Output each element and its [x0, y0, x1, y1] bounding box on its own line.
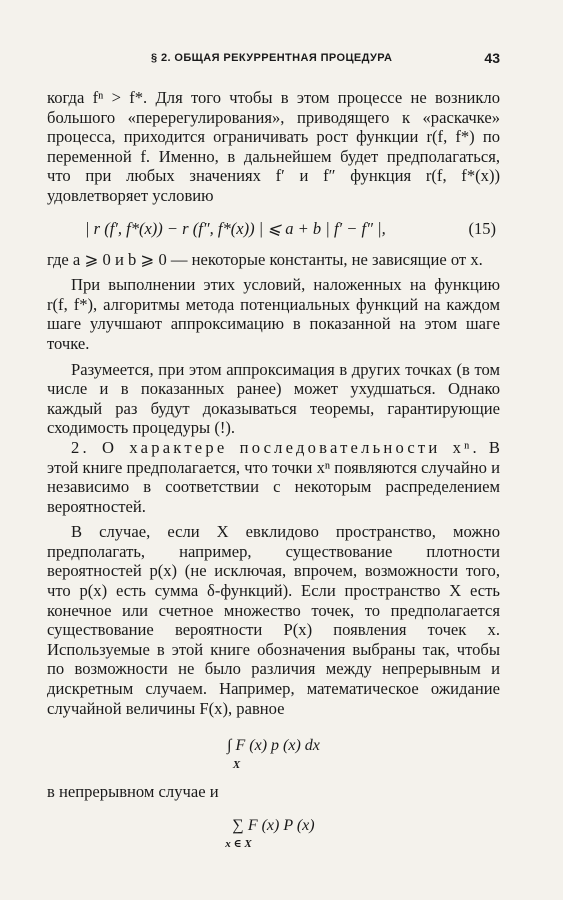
formula-15-expression: | r (f′, f*(x)) − r (f″, f*(x)) | ⩽ a + b | f′ − f″ |,: [85, 218, 386, 238]
formula-15-number: (15): [468, 218, 496, 238]
running-title: § 2. ОБЩАЯ РЕКУРРЕНТНАЯ ПРОЦЕДУРА: [151, 52, 393, 64]
book-page: [47, 44, 500, 862]
sum-expression: ∑ F (x) P (x): [232, 816, 315, 834]
integral-formula: [47, 718, 500, 782]
page-body: [47, 88, 500, 862]
page-number: 43: [484, 50, 500, 66]
formula-15: [47, 214, 500, 244]
page-header: [47, 44, 500, 68]
paragraph-4: Разумеется, при этом аппроксимация в других точках (в том числе и в показанных ранее) может ухудшаться. Однако каждый раз будут доказываться теоремы, гарантирующие сходимость процедуры (!).: [47, 359, 500, 438]
paragraph-6: В случае, если X евклидово пространство, можно предполагать, например, существование плотности вероятностей p(x) (не исключая, впрочем, возможности того, что p(x) есть сумма δ-функций). Если пространство X есть конечное или счетное множество точек, то предполагается существование вероятности P(x) появления точек x. Используемые в этой книге обозначения выбраны так, чтобы по возможности не было различия между непрерывным и дискретным случаем. Например, математическое ожидание случайной величины F(x), равное: [47, 522, 500, 718]
paragraph-5: [47, 438, 500, 516]
integral-expression: ∫ F (x) p (x) dx: [227, 737, 320, 755]
sum-formula: [47, 802, 500, 862]
section-2-heading: 2. О характере последовательности xⁿ.: [71, 437, 480, 457]
paragraph-3: При выполнении этих условий, наложенных на функцию r(f, f*), алгоритмы метода потенциальных функций на каждом шаге улучшают аппроксимацию в показанной на этом шаге точке.: [47, 275, 500, 353]
paragraph-7: в непрерывном случае и: [47, 782, 219, 802]
paragraph-1: когда fⁿ > f*. Для того чтобы в этом процессе не возникло большого «перерегулирования», приводящего к «раскачке» процесса, приходится ограничивать рост функции r(f, f*) по переменной f. Именно, в дальнейшем будет предполагаться, что при любых значениях f′ и f″ функция r(f, f*(x)) удовлетворяет условию: [47, 88, 500, 205]
paragraph-2: где a ⩾ 0 и b ⩾ 0 — некоторые константы, не зависящие от x.: [47, 249, 483, 269]
integral-subscript: X: [232, 758, 241, 771]
sum-subscript: x ∈ X: [225, 838, 252, 851]
paragraph-5-text: В этой книге предполагается, что точки xⁿ появляются случайно и независимо в соответствии с некоторым распределением вероятностей.: [47, 437, 500, 516]
